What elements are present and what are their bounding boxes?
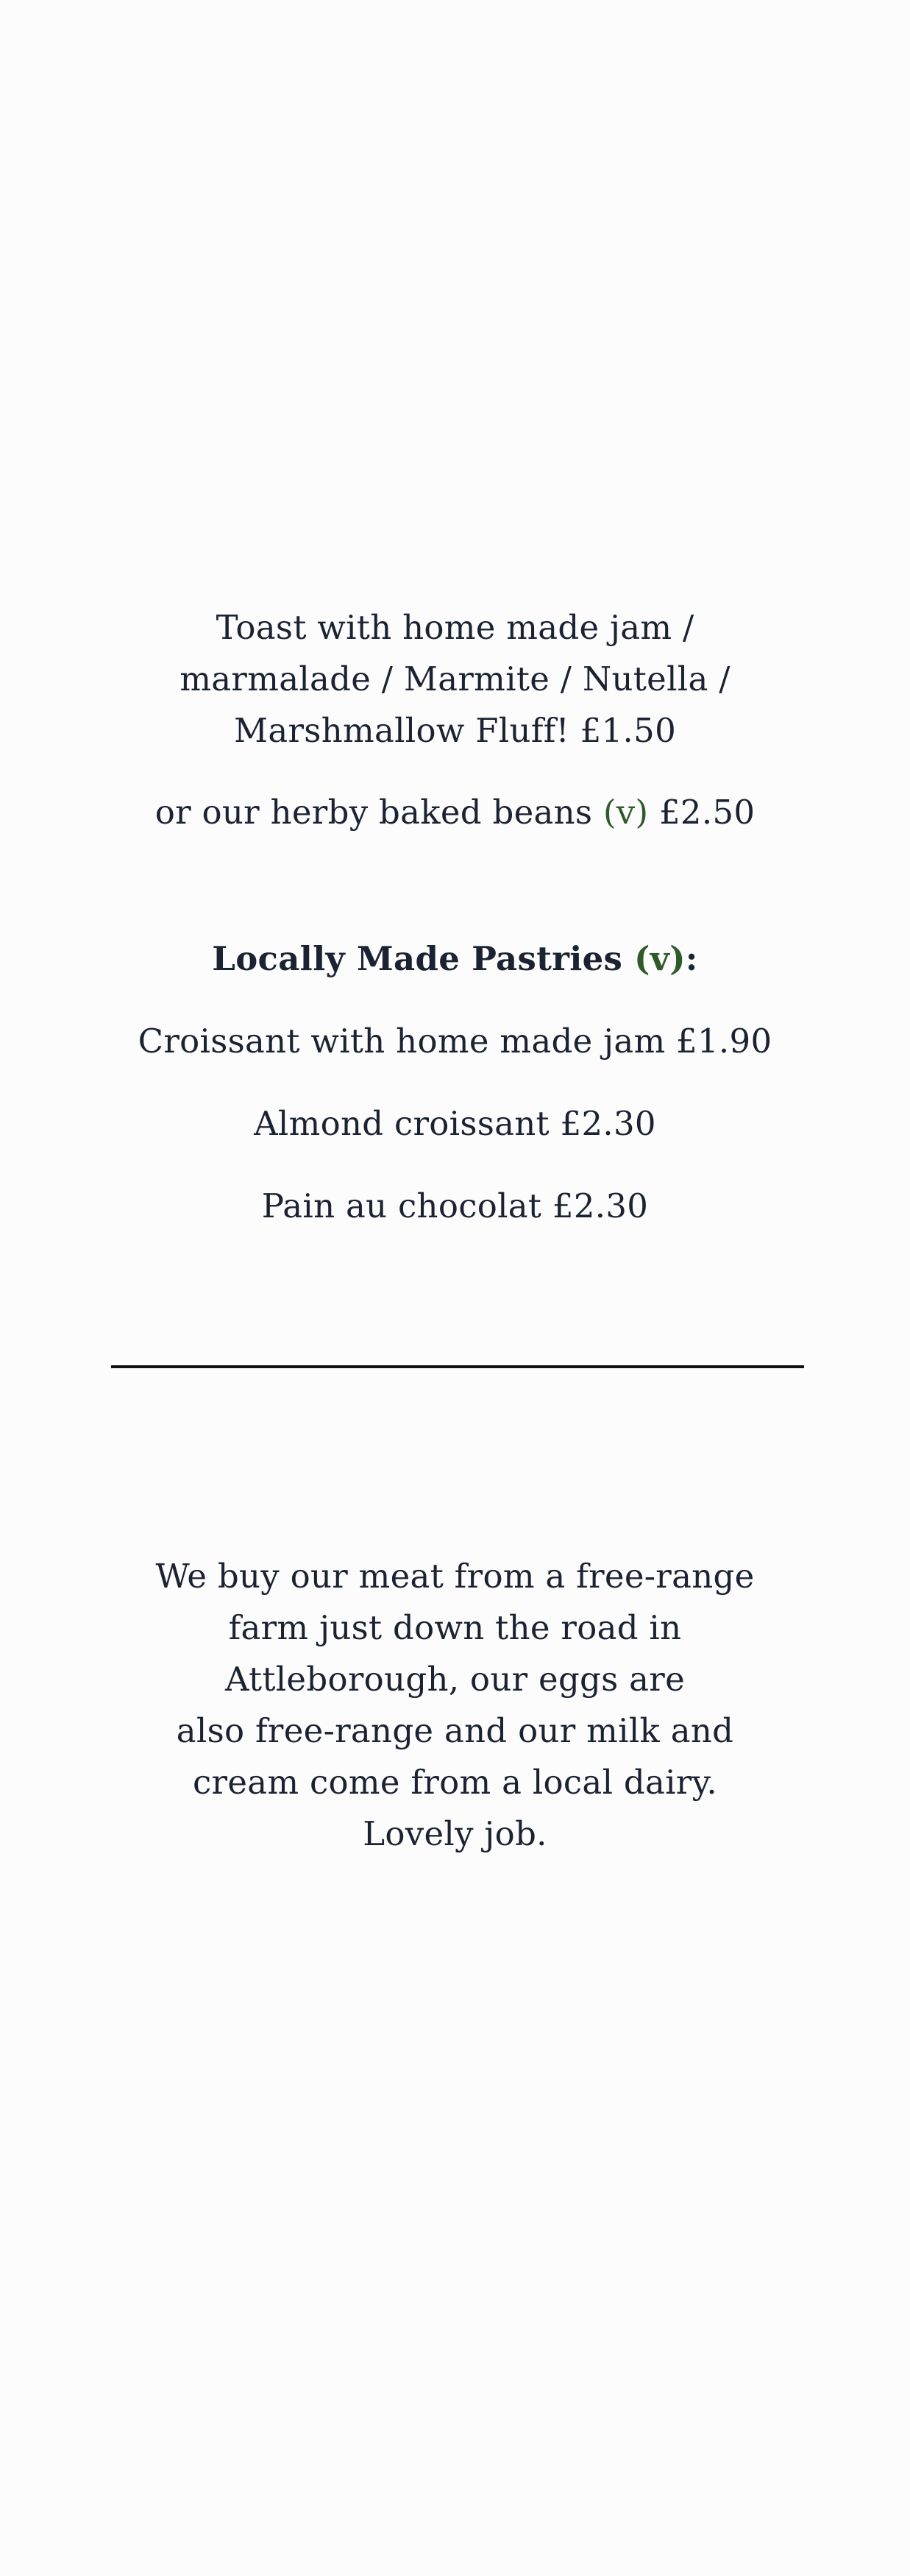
baked-beans-price: £2.50 bbox=[648, 793, 756, 832]
baked-beans-line bbox=[0, 787, 910, 838]
pastries-heading-colon: : bbox=[685, 939, 698, 978]
pain-au-chocolat-item: Pain au chocolat £2.30 bbox=[261, 1186, 649, 1225]
almond-croissant-menu-item bbox=[0, 1098, 910, 1150]
sourcing-note-line-1: We buy our meat from a free-range bbox=[155, 1557, 755, 1596]
toast-description-line-2: marmalade / Marmite / Nutella / bbox=[179, 659, 731, 698]
sourcing-note bbox=[0, 1551, 910, 1860]
sourcing-note-line-3: Attleborough, our eggs are bbox=[224, 1660, 686, 1699]
toast-menu-item bbox=[0, 602, 910, 757]
sourcing-note-line-2: farm just down the road in bbox=[228, 1608, 682, 1647]
croissant-item: Croissant with home made jam £1.90 bbox=[138, 1022, 772, 1061]
baked-beans-description: or our herby baked beans bbox=[154, 793, 603, 832]
sourcing-note-line-6: Lovely job. bbox=[363, 1814, 547, 1853]
sourcing-note-line-5: cream come from a local dairy. bbox=[193, 1763, 717, 1802]
pain-au-chocolat-menu-item bbox=[0, 1181, 910, 1232]
sourcing-note-line-4: also free-range and our milk and bbox=[176, 1711, 734, 1750]
toast-description-line-3: Marshmallow Fluff! £1.50 bbox=[233, 711, 676, 750]
pastries-section-heading bbox=[0, 933, 910, 985]
pastries-heading-text: Locally Made Pastries bbox=[212, 939, 635, 978]
almond-croissant-item: Almond croissant £2.30 bbox=[254, 1104, 656, 1143]
vegetarian-marker: (v) bbox=[602, 793, 649, 832]
section-divider bbox=[111, 1365, 804, 1368]
croissant-menu-item bbox=[0, 1016, 910, 1067]
baked-beans-menu-item bbox=[0, 787, 910, 838]
vegetarian-marker: (v) bbox=[634, 939, 686, 978]
pastries-heading bbox=[0, 933, 910, 985]
toast-description-line-1: Toast with home made jam / bbox=[216, 608, 694, 647]
